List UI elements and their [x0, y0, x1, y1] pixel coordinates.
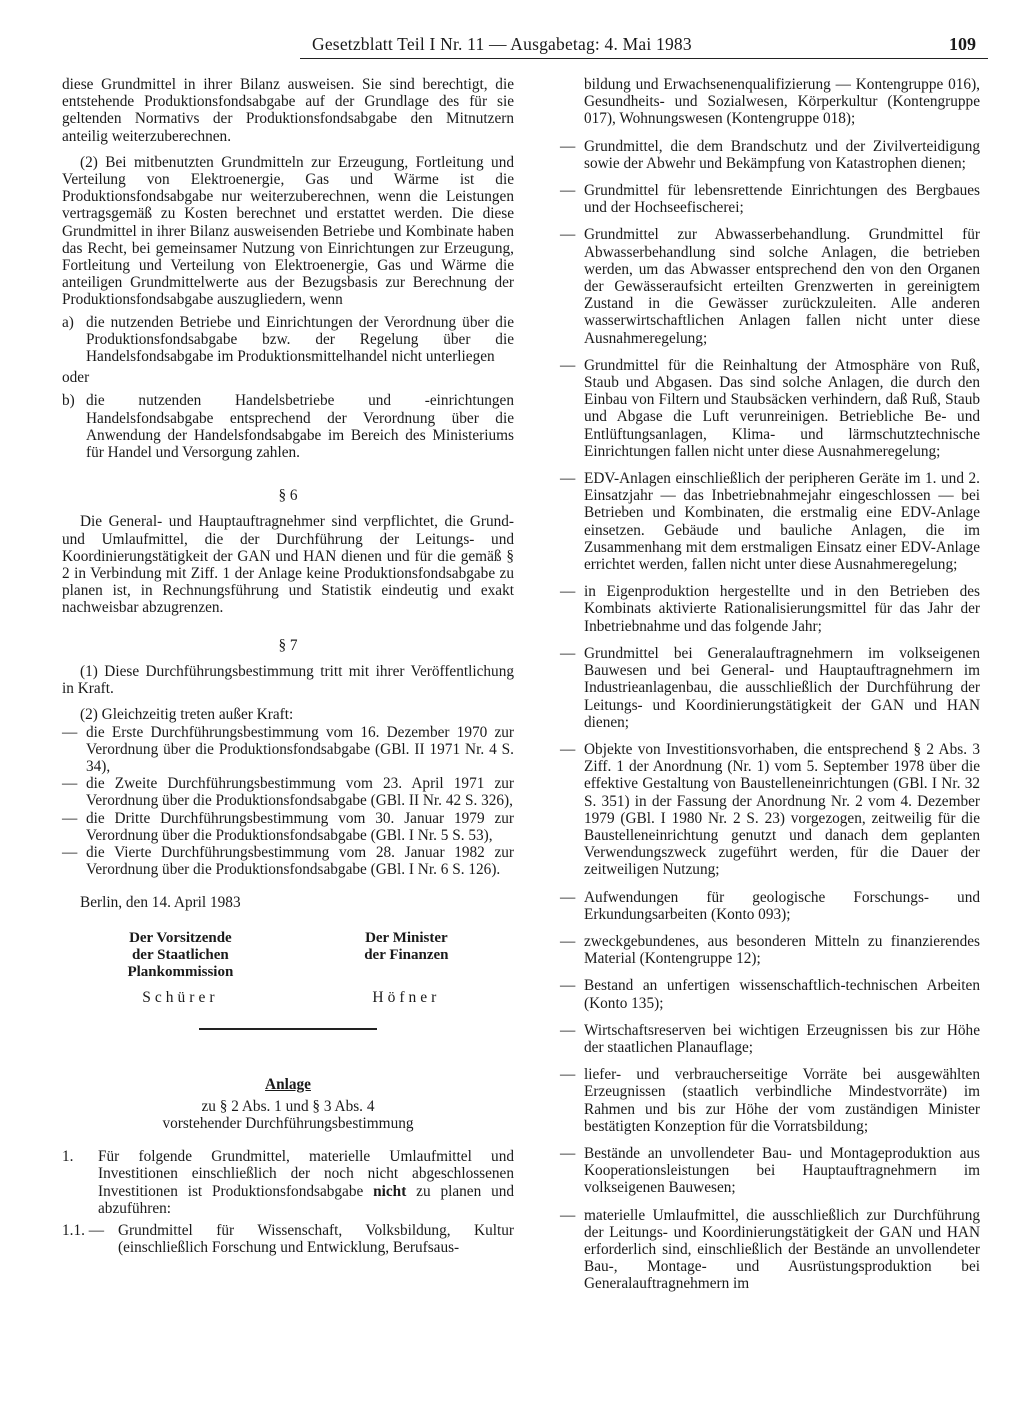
dash-marker: —: [560, 356, 576, 374]
exemption-text: Aufwendungen für geologische Forschungs- und Erkundungsarbeiten (Konto 093);: [584, 888, 980, 923]
exemption-text: Grundmittel für die Reinhaltung der Atmosphäre von Ruß, Staub und Abgasen. Das sind solche Anlagen, die durch den Einbau von Filtern und Staubsäcken verhindern, daß Ruß, Staub und Abgase die Luft verunreinigen. Betriebliche Be- und Entlüftungsanlagen, Klima- und lärmschutztechnische Einrichtungen fallen nicht unter diese Ausnahmeregelung;: [584, 356, 980, 460]
dash-marker: —: [560, 644, 576, 662]
exemption-item: [560, 182, 980, 216]
exemption-item: [560, 933, 980, 967]
dash-marker: —: [560, 740, 576, 758]
point-1-text-end: zu planen und abzuführen:: [98, 1182, 515, 1217]
repeal-text: die Dritte Durchführungsbestimmung vom 30. Januar 1979 zur Verordnung über die Produktionsfondsabgabe (GBl. I Nr. 5 S. 53),: [86, 809, 514, 844]
point-1-1-text: Grundmittel für Wissenschaft, Volksbildung, Kultur (einschließlich Forschung und Entwicklung, Berufsaus-: [118, 1221, 514, 1257]
section-7-para-2: (2) Gleichzeitig treten außer Kraft:: [80, 706, 294, 724]
exemption-item: [560, 1066, 980, 1135]
dash-marker: —: [560, 182, 576, 200]
exemption-item: [560, 977, 980, 1011]
section-6-text: Die General- und Hauptauftragnehmer sind verpflichtet, die Grund- und Umlaufmittel, die der Durchführung der Leitungs- und Koordinierungstätigkeit der GAN und HAN dienen und für die gemäß § 2 in Verbindung mit Ziff. 1 der Anlage keine Produktionsfondsabgabe zu planen ist, in Rechnungsführung und Statistik eindeutig und exakt nachweisbar abzugrenzen.: [62, 513, 514, 617]
signature-title-line: der Staatlichen: [131, 946, 229, 963]
repeal-text: die Erste Durchführungsbestimmung vom 16. Dezember 1970 zur Verordnung über die Produktionsfondsabgabe (GBl. II 1971 Nr. 4 S. 34),: [86, 723, 514, 775]
dash-marker: —: [560, 1206, 576, 1224]
paragraph-continuation: diese Grundmittel in ihrer Bilanz ausweisen. Sie sind berechtigt, die entstehende Produktionsfondsabgabe auf der Grundlage des für sie geltenden Normativs der Produktionsfondsabgabe den Mitnutzern anteilig weiterzuberechnen.: [62, 76, 514, 145]
point-1-emphasis: nicht: [373, 1182, 407, 1200]
exemption-text: Wirtschaftsreserven bei wichtigen Erzeugnissen bis zur Höhe der staatlichen Planauflage;: [584, 1021, 980, 1056]
exemption-text: Grundmittel bei Generalauftragnehmern im volkseigenen Bauwesen und bei General- und Hauptauftragnehmern im Industrieanlagenbau, die ausschließlich der Durchführung der Leitungs- und Koordinierungstätigkeit der GAN und HAN dienen;: [584, 644, 980, 731]
point-1: [62, 1148, 514, 1217]
exemption-item: [560, 357, 980, 460]
point-1-marker: 1.: [62, 1148, 74, 1166]
signature-name: Höfner: [372, 988, 441, 1006]
exemption-text: in Eigenproduktion hergestellte und in den Betrieben des Kombinats aktivierte Rationalisierungsmittel für das Jahr der Inbetriebnahme und das folgende Jahr;: [584, 583, 980, 635]
dash-marker: —: [62, 843, 78, 861]
condition-a-marker: a): [62, 313, 74, 331]
page-header: [300, 34, 988, 60]
repeal-item: [62, 810, 514, 844]
condition-a: [62, 314, 514, 366]
header-title: Gesetzblatt Teil I Nr. 11 — Ausgabetag: 4. Mai 1983: [312, 34, 692, 54]
exemption-item: [560, 1145, 980, 1197]
exemption-item: [560, 583, 980, 635]
dash-marker: —: [62, 723, 78, 741]
dash-marker: —: [560, 932, 576, 950]
dash-marker: —: [560, 226, 576, 244]
condition-b-text: die nutzenden Handelsbetriebe und -einrichtungen Handelsfondsabgabe entsprechend der Verordnung über die Anwendung der Handelsfondsabgabe im Bereich des Ministeriums für Handel und Versorgung zahlen.: [86, 392, 514, 462]
header-rule: [300, 58, 988, 59]
signature-minister: [364, 930, 448, 1006]
section-7-heading: § 7: [278, 636, 298, 654]
dash-marker: —: [62, 775, 78, 793]
dash-marker: —: [560, 1066, 576, 1084]
dash-marker: —: [560, 470, 576, 488]
divider-rule: [199, 1028, 377, 1030]
repeal-item: [62, 724, 514, 776]
dash-marker: —: [560, 977, 576, 995]
exemption-item: [560, 470, 980, 573]
exemption-text: Grundmittel für lebensrettende Einrichtungen des Bergbaues und der Hochseefischerei;: [584, 182, 980, 217]
signature-chairman: [127, 930, 233, 1006]
exemption-text: zweckgebundenes, aus besonderen Mitteln zu finanzierendes Material (Kontengruppe 12);: [584, 932, 980, 968]
dash-marker: —: [560, 137, 576, 155]
signature-title-line: Der Vorsitzende: [129, 929, 232, 946]
dash-marker: —: [560, 888, 576, 906]
oder-text: oder: [62, 369, 90, 387]
dash-marker: —: [62, 809, 78, 827]
exemption-item: [560, 741, 980, 879]
exemption-item: [560, 226, 980, 346]
point-1-1-marker: 1.1. —: [62, 1221, 105, 1239]
repeal-text: die Zweite Durchführungsbestimmung vom 23. April 1971 zur Verordnung über die Produktionsfondsabgabe (GBl. II Nr. 42 S. 326),: [86, 775, 514, 810]
right-column: [560, 76, 980, 1303]
exemption-text: liefer- und verbraucherseitige Vorräte bei ausgewählten Erzeugnissen (staatlich verbindliche Mindestvorräte) im Rahmen und bis zur Höhe der vom zuständigen Minister bestätigten Konzeption für die Vorratsbildung;: [584, 1066, 980, 1135]
dash-marker: —: [560, 1144, 576, 1162]
exemption-item: [560, 1207, 980, 1293]
continued-text: bildung und Erwachsenenqualifizierung — Kontengruppe 016), Gesundheits- und Sozialwesen, Körperkultur (Kontengruppe 017), Wohnungswesen (Kontengruppe 018);: [584, 76, 980, 128]
anlage-subtitle-2: vorstehender Durchführungsbestimmung: [162, 1114, 414, 1132]
signature-title-line: Plankommission: [127, 963, 234, 980]
dash-marker: —: [560, 583, 576, 601]
condition-a-text: die nutzenden Betriebe und Einrichtungen der Verordnung über die Produktionsfondsabgabe bzw. der Regelung über die Handelsfondsabgabe im Produktionsmittelhandel nicht unterliegen: [86, 313, 514, 366]
exemption-text: Bestände an unvollendeter Bau- und Montageproduktion aus Kooperationsleistungen bei Hauptauftragnehmern im volkseigenen Bauwesen;: [584, 1144, 980, 1197]
place-date: Berlin, den 14. April 1983: [80, 894, 241, 912]
exemption-item: [560, 1022, 980, 1056]
exemption-text: Grundmittel zur Abwasserbehandlung. Grundmittel für Abwasserbehandlung sind solche Anlagen, die betrieben werden, um das Abwasser entsprechend den von den Organen der Gewässeraufsicht erteilten Grenzwerten in gereinigtem Zustand in die Gewässer zurückzuleiten. Alle anderen wasserwirtschaftlichen Anlagen fallen nicht unter diese Ausnahmeregelung;: [584, 226, 980, 347]
point-1-text: Für folgende Grundmittel, materielle Umlaufmittel und Investitionen einschließlich der noch nicht abgeschlossenen Investitionen ist Produktionsfondsabgabe: [98, 1148, 514, 1200]
paragraph-2: (2) Bei mitbenutzten Grundmitteln zur Erzeugung, Fortleitung und Verteilung von Elektroenergie, Gas und Wärme ist die Produktionsfondsabgabe nur weiterzuberechnen, wenn die Leistungen vertragsgemäß zu Kosten berechnet und erstattet werden. Die diese Grundmittel in ihrer Bilanz ausweisenden Betriebe und Kombinate haben das Recht, bei gemeinsamer Nutzung von Einrichtungen zur Erzeugung, Fortleitung und Verteilung von Elektroenergie, Gas und Wärme die anteiligen Grundmittelwerte aus der Bezugsbasis zur Berechnung der Produktionsfondsabgabe auszugliedern, wenn: [62, 153, 514, 309]
left-column: [62, 76, 514, 1256]
anlage-heading: Anlage: [265, 1075, 311, 1093]
anlage-subtitle-1: zu § 2 Abs. 1 und § 3 Abs. 4: [201, 1097, 375, 1115]
signature-title-line: der Finanzen: [364, 946, 449, 963]
exemption-item: [560, 645, 980, 731]
repeal-text: die Vierte Durchführungsbestimmung vom 28. Januar 1982 zur Verordnung über die Produktionsfondsabgabe (GBl. I Nr. 6 S. 126).: [86, 843, 514, 879]
continued-item: [560, 76, 980, 128]
dash-marker: —: [560, 1021, 576, 1039]
section-6-heading: § 6: [278, 487, 298, 505]
section-7-para-1: (1) Diese Durchführungsbestimmung tritt mit ihrer Veröffentlichung in Kraft.: [62, 662, 514, 698]
signature-title-line: Der Minister: [365, 929, 448, 946]
exemption-item: [560, 138, 980, 172]
condition-b: [62, 392, 514, 461]
repeal-item: [62, 844, 514, 878]
exemption-text: Objekte von Investitionsvorhaben, die entsprechend § 2 Abs. 3 Ziff. 1 der Anordnung (Nr. 1) vom 5. September 1978 über die effektive Gestaltung von Baustelleneinrichtungen (GBl. I Nr. 32 S. 351) in der Fassung der Anordnung Nr. 2 vom 4. Dezember 1979 (GBl. I 1980 Nr. 2 S. 23) vorgezogen, zeitweilig für die Baustelleneinrichtung genutzt und danach dem geplanten Verwendungszweck zugeführt werden, für die Dauer der zeitweiligen Nutzung;: [584, 740, 980, 879]
exemption-text: materielle Umlaufmittel, die ausschließlich zur Durchführung der Leitungs- und Koordinierungstätigkeit der GAN und HAN erforderlich sind, einschließlich der Bestände an unvollendeter Bau-, Montage- und Ausrüstungsproduktion bei Generalauftragnehmern im: [584, 1206, 980, 1293]
signature-name: Schürer: [142, 988, 219, 1006]
repeal-item: [62, 775, 514, 809]
exemption-text: Bestand an unfertigen wissenschaftlich-technischen Arbeiten (Konto 135);: [584, 977, 980, 1012]
exemption-text: EDV-Anlagen einschließlich der peripheren Geräte im 1. und 2. Einsatzjahr — das Inbetriebnahmejahr eingeschlossen — bei Betrieben und Kombinaten, die erstmalig eine EDV-Anlage einsetzen. Gebäude und bauliche Anlagen, die im Zusammenhang mit dem erstmaligen Einsatz einer EDV-Anlage errichtet werden, fallen nicht unter diese Ausnahmeregelung;: [584, 470, 980, 574]
page-number: 109: [949, 34, 976, 54]
point-1-1: [62, 1222, 514, 1256]
exemption-item: [560, 889, 980, 923]
exemption-text: Grundmittel, die dem Brandschutz und der Zivilverteidigung sowie der Abwehr und Bekämpfung von Katastrophen dienen;: [584, 137, 980, 172]
signatures: [62, 930, 514, 1006]
condition-b-marker: b): [62, 392, 75, 410]
